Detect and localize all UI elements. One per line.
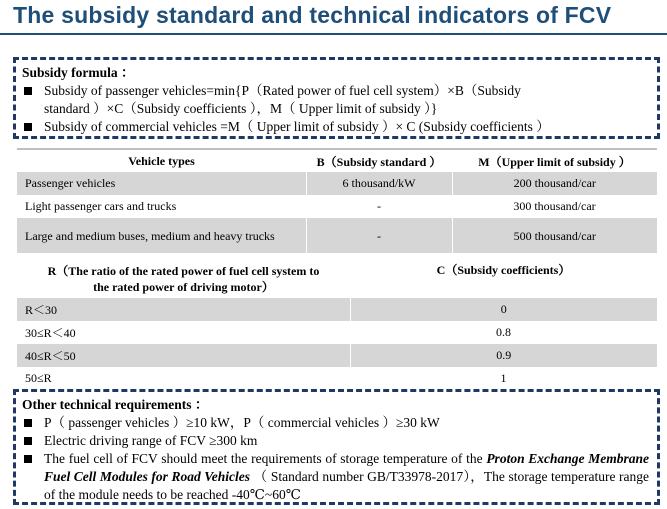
table-cell: 1 — [500, 371, 507, 385]
other-requirements-box — [13, 389, 660, 505]
table-cell: 500 thousand/car — [452, 218, 657, 253]
column-header-ratio-line2: the rated power of driving motor） — [93, 279, 274, 294]
table-cell: 0.8 — [496, 325, 511, 339]
table-row — [17, 172, 657, 195]
standard-title: Proton Exchange Membrane Fuel Cell Modules for Road Vehicles — [44, 451, 649, 484]
requirement-item-power-text: P（ passenger vehicles ）≥10 kW，P（ commercial vehicles ）≥30 kW — [44, 415, 440, 430]
table-cell: R＜30 — [17, 298, 350, 321]
subsidy-standard-table — [17, 148, 657, 253]
formula-item-commercial-text: Subsidy of commercial vehicles =M（ Upper limit of subsidy ）× C (Subsidy coefficients ） — [44, 119, 550, 134]
storage-text-part1: The fuel cell of FCV should meet the requirements of storage temperature of the — [44, 451, 483, 466]
other-requirements-heading: Other technical requirements ： — [22, 397, 209, 412]
square-bullet-icon — [24, 419, 32, 427]
table-cell: 30≤R＜40 — [25, 326, 76, 340]
square-bullet-icon — [24, 437, 32, 445]
table-cell: 50≤R — [25, 371, 52, 385]
table-row — [17, 218, 657, 253]
table-row — [17, 321, 657, 344]
formula-item-passenger-line1: Subsidy of passenger vehicles=min{P（Rated power of fuel cell system）×B（Subsidy — [44, 83, 521, 98]
column-header: Vehicle types — [17, 149, 306, 172]
table-cell: 0 — [350, 298, 657, 321]
formula-item-commercial — [22, 118, 649, 136]
square-bullet-icon — [24, 87, 32, 95]
table-cell: 200 thousand/car — [452, 172, 657, 195]
table-row — [17, 298, 657, 321]
column-header-coefficient: C（Subsidy coefficients） — [350, 259, 657, 298]
title-underline — [0, 33, 667, 35]
column-header-ratio — [17, 259, 350, 298]
table-cell: Passenger vehicles — [17, 172, 306, 195]
requirement-item-storage — [22, 450, 649, 504]
table-cell: - — [306, 218, 452, 253]
formula-item-passenger — [22, 82, 649, 118]
table-row — [17, 344, 657, 367]
requirement-item-storage-text — [44, 450, 649, 504]
column-header: B（Subsidy standard ） — [306, 149, 452, 172]
requirement-item-range — [22, 432, 649, 450]
table-row — [17, 195, 657, 218]
table-cell: 40≤R＜50 — [17, 344, 350, 367]
table-cell: 0.9 — [350, 344, 657, 367]
storage-text-part2: （ Standard number GB/T33978-2017），The storage temperature range of the module needs to be reached -40℃~60℃ — [44, 469, 650, 502]
square-bullet-icon — [24, 123, 32, 131]
column-header: M（Upper limit of subsidy ） — [452, 149, 657, 172]
column-header-ratio-line1: R（The ratio of the rated power of fuel cell system to — [47, 263, 320, 278]
table-cell: Light passenger cars and trucks — [25, 199, 177, 213]
table-header-row — [17, 149, 657, 172]
table-cell: - — [377, 199, 381, 213]
square-bullet-icon — [24, 455, 32, 463]
table-row — [17, 367, 657, 390]
table-cell: 6 thousand/kW — [306, 172, 452, 195]
subsidy-formula-heading: Subsidy formula ： — [22, 65, 135, 80]
table-header-row — [17, 259, 657, 298]
subsidy-formula-box — [13, 57, 660, 139]
formula-item-passenger-line2: standard ）×C（Subsidy coefficients ），M（ Upper limit of subsidy ）} — [44, 101, 438, 116]
table-cell: 300 thousand/car — [513, 199, 596, 213]
page-title: The subsidy standard and technical indicators of FCV — [13, 2, 612, 28]
subsidy-coefficient-table — [17, 259, 657, 390]
requirement-item-power — [22, 414, 649, 432]
table-cell: Large and medium buses, medium and heavy trucks — [17, 218, 306, 253]
requirement-item-range-text: Electric driving range of FCV ≥300 km — [44, 433, 258, 448]
